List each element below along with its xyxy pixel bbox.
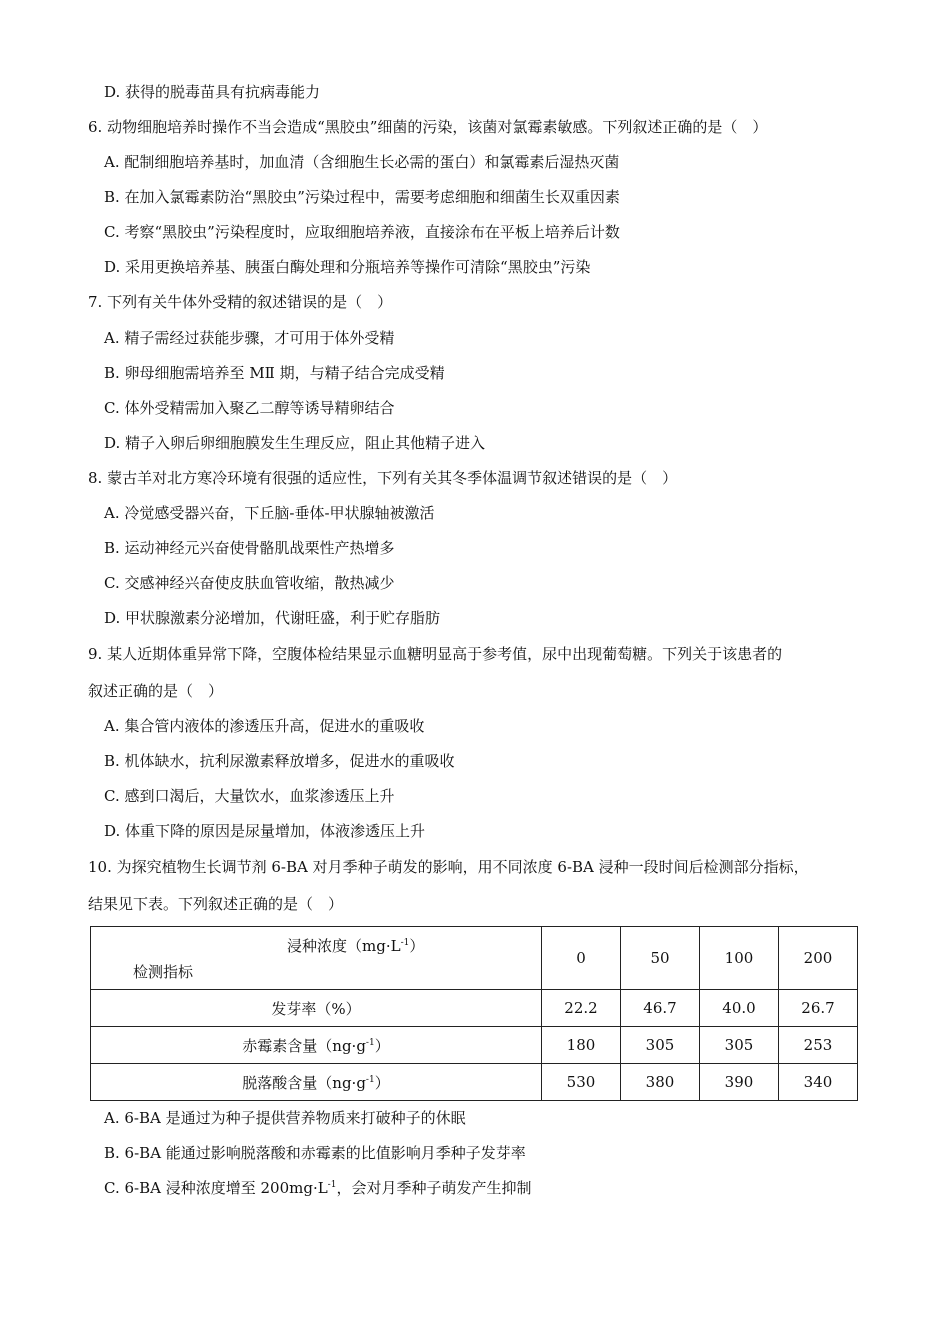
row-label: 脱落酸含量$(ng\cdot g^{-1})$ [91,1064,542,1101]
table-cell: 340 [779,1064,858,1101]
table-cell: 390 [700,1064,779,1101]
question-8-stem: 8. 蒙古羊对北方寒冷环境有很强的适应性，下列有关其冬季体温调节叙述错误的是（ ） [88,469,678,487]
q10-option-a: A. 6-BA 是通过为种子提供营养物质来打破种子的休眠 [104,1109,466,1127]
question-6-stem: 6. 动物细胞培养时操作不当会造成“黑胶虫”细菌的污染，该菌对氯霉素敏感。下列叙述正确的是（ ） [88,118,768,136]
q10-option-b: B. 6-BA 能通过影响脱落酸和赤霉素的比值影响月季种子发芽率 [104,1144,526,1162]
q7-option-d: D. 精子入卵后卵细胞膜发生生理反应，阻止其他精子进入 [104,434,486,452]
table-cell: 180 [542,1027,621,1064]
q6-option-d: D. 采用更换培养基、胰蛋白酶处理和分瓶培养等操作可清除“黑胶虫”污染 [104,258,591,276]
header-indicator: 检测指标 [133,963,194,981]
q6-option-a: A. 配制细胞培养基时，加血清（含细胞生长必需的蛋白）和氯霉素后湿热灭菌 [104,153,620,171]
table-cell: 46.7 [621,990,700,1027]
q6-option-c: C. 考察“黑胶虫”污染程度时，应取细胞培养液，直接涂布在平板上培养后计数 [104,223,620,241]
question-10-stem-cont: 结果见下表。下列叙述正确的是（ ） [88,895,344,913]
question-7-stem: 7. 下列有关牛体外受精的叙述错误的是（ ） [88,293,393,311]
table-cell: 26.7 [779,990,858,1027]
q8-option-a: A. 冷觉感受器兴奋，下丘脑-垂体-甲状腺轴被激活 [104,504,435,522]
row-label: 赤霉素含量$(ng\cdot g^{-1})$ [91,1027,542,1064]
q5-option-d: D. 获得的脱毒苗具有抗病毒能力 [104,83,321,101]
q7-option-a: A. 精子需经过获能步骤，才可用于体外受精 [104,329,395,347]
q9-option-a: A. 集合管内液体的渗透压升高，促进水的重吸收 [104,717,425,735]
q8-option-b: B. 运动神经元兴奋使骨骼肌战栗性产热增多 [104,539,395,557]
q8-option-d: D. 甲状腺激素分泌增加，代谢旺盛，利于贮存脂肪 [104,609,441,627]
table-header-row [91,927,858,990]
q9-option-d: D. 体重下降的原因是尿量增加，体液渗透压上升 [104,822,426,840]
table-header-cell: 100 [700,927,779,990]
table-cell: 305 [700,1027,779,1064]
q7-option-b: B. 卵母细胞需培养至 MⅡ 期，与精子结合完成受精 [104,364,445,382]
q9-option-b: B. 机体缺水，抗利尿激素释放增多，促进水的重吸收 [104,752,455,770]
question-10-stem: 10. 为探究植物生长调节剂 6-BA 对月季种子萌发的影响，用不同浓度 6-BA 浸种一段时间后检测部分指标， [88,858,809,876]
table-diagonal-header [91,927,542,990]
table-cell: 530 [542,1064,621,1101]
q7-option-c: C. 体外受精需加入聚乙二醇等诱导精卵结合 [104,399,395,417]
header-concentration: 浸种浓度$(mg\cdot L^{-1})$ [287,937,425,955]
data-table [90,926,858,1101]
table-cell: 253 [779,1027,858,1064]
table-header-cell: 50 [621,927,700,990]
table-row [91,1064,858,1101]
table-header-cell: 200 [779,927,858,990]
table-cell: 22.2 [542,990,621,1027]
q8-option-c: C. 交感神经兴奋使皮肤血管收缩，散热减少 [104,574,395,592]
table-cell: 380 [621,1064,700,1101]
question-9-stem-cont: 叙述正确的是（ ） [88,682,224,700]
table-header-cell: 0 [542,927,621,990]
table-cell: 305 [621,1027,700,1064]
q10-option-c: C. 6-BA 浸种浓度增至 $200mg\cdot L^{-1}$，会对月季种子萌发产生抑制 [104,1179,532,1197]
table-row [91,990,858,1027]
row-label: 发芽率（%） [91,990,542,1027]
q6-option-b: B. 在加入氯霉素防治“黑胶虫”污染过程中，需要考虑细胞和细菌生长双重因素 [104,188,620,206]
question-9-stem: 9. 某人近期体重异常下降，空腹体检结果显示血糖明显高于参考值，尿中出现葡萄糖。下列关于该患者的 [88,645,783,663]
table-row [91,1027,858,1064]
table-cell: 40.0 [700,990,779,1027]
q9-option-c: C. 感到口渴后，大量饮水，血浆渗透压上升 [104,787,395,805]
